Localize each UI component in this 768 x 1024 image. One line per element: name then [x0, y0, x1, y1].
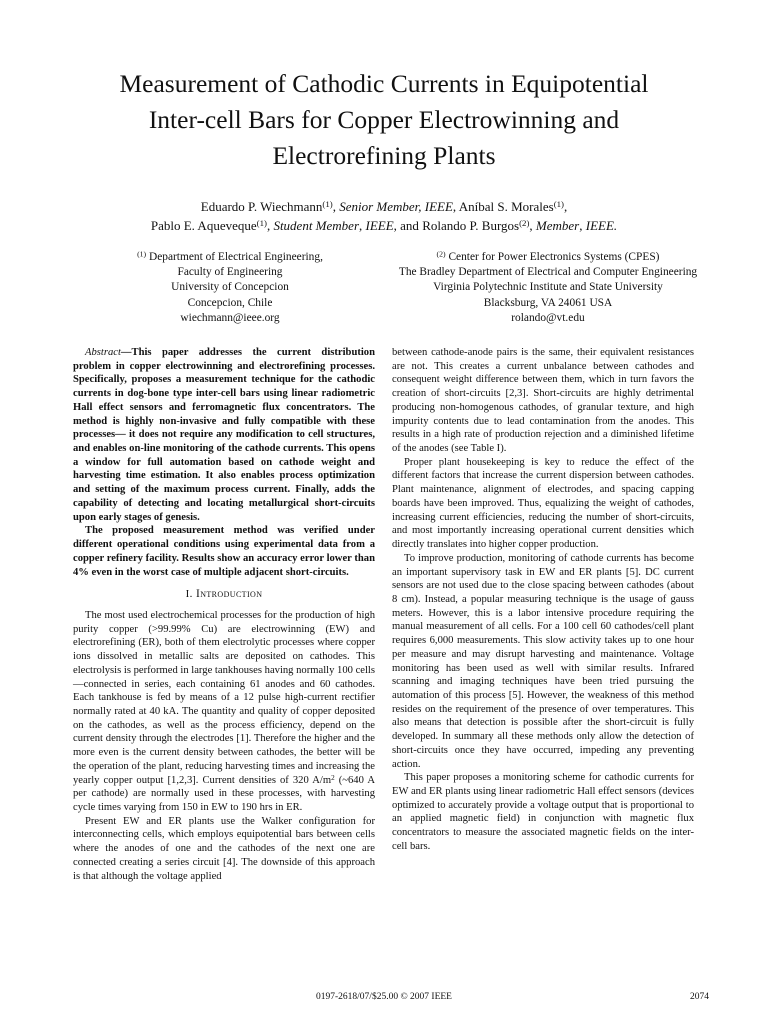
author-name: Aníbal S. Morales	[458, 199, 554, 214]
section-number: I.	[185, 588, 193, 601]
author-list	[40, 197, 728, 235]
body-paragraph: Present EW and ER plants use the Walker configuration for interconnecting cells, which employs equipotential bars between cells where the anodes of one and the cathodes of the next one are connected creating a series circuit [4]. The downside of this approach is that although the voltage applied	[73, 815, 375, 882]
body-text: The most used electrochemical processes for the production of high purity copper (>99.99% Cu) are electrowinning (EW) and electrorefining (ER), both of them electrolytic processes where copper ions dissolved in metallic salts are deposited on cathodes. This electrolysis is performed in large tankhouses having normally 100 cells—connected in series, each containing 61 anodes and 60 cathodes. Each tankhouse is fed by means of a 12 pulse high-current rectifier normally rated at 40 kA. The quantity and quality of copper deposited on the cathodes, as well as the process efficiency, depend on the current density through the electrodes [1]. Therefore the higher and the more even is the current density between cathodes, the better will be the operation of the plant, reducing harvesting times and increasing the yearly copper output [1,2,3]. Current densities of 320 A/m	[73, 609, 375, 786]
body-paragraph: between cathode-anode pairs is the same, their equivalent resistances are not. This creates a current unbalance between cathodes and consequent weight difference between them, which in turn favors the creation of short-circuits [2,3]. Short-circuits are highly detrimental producing non-homogenous cathodes, of granular texture, and high impurity contents due to lead contamination from the anodes. This results in a high rate of production rejection and a diminished lifetime of the anodes (see Table I).	[392, 347, 694, 455]
title-line: Electrorefining Plants	[272, 141, 496, 170]
affiliation-line: Faculty of Engineering	[177, 266, 283, 279]
affiliation-right	[368, 250, 728, 326]
author-name: Pablo E. Aqueveque	[150, 218, 257, 233]
section-heading	[73, 588, 375, 602]
page-number: 2074	[690, 992, 709, 1002]
affiliation-left	[80, 250, 380, 326]
abstract-text: This paper addresses the current distribution problem in copper electrowinning and electrorefining processes. Specifically, proposes a measurement technique for the cathodic currents in dog-bone type inter-cell bars using linear radiometric Hall effect sensors and ferromagnetic flux concentrators. The method is highly non-invasive and fully compatible with these processes— it does not require any modification to cell structures, and enables on-line monitoring of the cathode currents. This opens a window for full automation based on cathode weight and harvesting time estimation. It also enables process optimization and setting of the maximum process current. Finally, adds the capability of detecting and locating metallurgical short-circuits upon early stages of genesis.	[73, 347, 375, 523]
affiliation-line: University of Concepcion	[171, 281, 289, 294]
paper-title	[40, 66, 728, 174]
abstract-paragraph: Abstract—This paper addresses the current distribution problem in copper electrowinning and electrorefining processes. Specifically, proposes a measurement technique for the cathodic currents in dog-bone type inter-cell bars using linear radiometric Hall effect sensors and ferromagnetic flux concentrators. The method is highly non-invasive and fully compatible with these processes— it does not require any modification to cell structures, and enables on-line monitoring of the cathode currents. This opens a window for full automation based on cathode weight and harvesting time estimation. It also enables process optimization and setting of the maximum process current. Finally, adds the capability of detecting and locating metallurgical short-circuits upon early stages of genesis.	[73, 347, 375, 523]
affiliation-line: Concepcion, Chile	[187, 296, 273, 309]
title-line: Measurement of Cathodic Currents in Equipotential	[119, 69, 649, 98]
author-role: Member	[535, 218, 580, 233]
right-column	[392, 346, 694, 854]
affiliation-line	[368, 250, 728, 265]
copyright-footer: 0197-2618/07/$25.00 © 2007 IEEE	[316, 992, 452, 1002]
author-name: Rolando P. Burgos	[422, 218, 520, 233]
affiliation-line: The Bradley Department of Electrical and Computer Engineering	[398, 266, 698, 279]
author-role: Senior Member, IEEE	[339, 199, 453, 214]
affiliation-line: Blacksburg, VA 24061 USA	[483, 296, 613, 309]
body-paragraph	[73, 609, 375, 815]
affiliation-text: Center for Power Electronics Systems (CPES)	[448, 251, 660, 263]
author-org: IEEE.	[585, 218, 618, 233]
affiliation-email: wiechmann@ieee.org	[180, 311, 280, 324]
superscript: 2	[331, 773, 335, 782]
affiliation-line	[80, 250, 380, 265]
author-line: Eduardo P. Wiechmann$^{(1)}$, Senior Member, IEEE, Aníbal S. Morales$^{(1)}$,	[200, 199, 568, 214]
author-org: IEEE	[365, 218, 394, 233]
author-name: Eduardo P. Wiechmann	[200, 199, 323, 214]
body-paragraph: Proper plant housekeeping is key to reduce the effect of the different factors that increase the current dispersion between cathodes. Plant maintenance, alignment of electrodes, and spacing capping boards have been improved. Thus, equalizing the weight of cathodes, increasing current efficiencies, reducing the number of short-circuits, and most importantly increasing operational current densities which directly translates into higher copper production.	[392, 456, 694, 551]
affiliation-text: Department of Electrical Engineering,	[148, 251, 323, 263]
body-text: (~640 A per cathode) are normally used in these processes, with harvesting cycle times varying from 150 in EW to 190 hrs in ER.	[73, 774, 376, 813]
body-paragraph: This paper proposes a monitoring scheme for cathodic currents for EW and ER plants using linear radiometric Hall effect sensors (devices optimized to accurately provide a voltage output that is proportional to an applied magnetic field) in conjunction with magnetic flux concentrators to measure the associated magnetic fields on the inter-cell bars.	[392, 772, 694, 852]
affiliation-marker: (1)	[256, 218, 267, 229]
affiliation-marker: (2)	[519, 218, 530, 229]
affiliation-marker: (1)	[553, 199, 564, 210]
affiliation-marker: (1)	[322, 199, 333, 210]
affiliation-marker: (2)	[436, 249, 446, 259]
title-line: Inter-cell Bars for Copper Electrowinning and	[148, 105, 620, 134]
abstract-paragraph-2: The proposed measurement method was verified under different operational conditions using experimental data from a copper refinery facility. Results show an accuracy error lower than 4% even in the worst case of multiple adjacent short-circuits.	[73, 525, 375, 578]
author-role: Student Member	[273, 218, 359, 233]
affiliation-email: rolando@vt.edu	[511, 311, 585, 324]
left-column	[73, 346, 375, 883]
affiliation-marker: (1)	[137, 249, 147, 259]
abstract-label: Abstract	[85, 347, 121, 358]
section-title: Introduction	[195, 588, 263, 601]
author-line: Pablo E. Aqueveque$^{(1)}$, Student Member, IEEE, and Rolando P. Burgos$^{(2)}$, Member, IEEE.	[150, 218, 618, 233]
affiliation-line: Virginia Polytechnic Institute and State University	[433, 281, 663, 294]
body-paragraph: To improve production, monitoring of cathode currents has become an important supervisory task in EW and ER plants [5]. DC current sensors are not used due to the close spacing between cathodes (about 8 cm). Instead, a popular measuring technique is the usage of gauss meters. However, this is a labor intensive procedure requiring the manual measurement of all cells. For a 100 cell 60 cathodes/cell plant requires 6,000 measurements. This slow activity takes up to one hour per measure and may disrupt harvesting and maintenance. Voltage monitoring has been used as well with similar results. Infrared scanning and imaging techniques have been tried pursuing the automation of this process [5]. However, the weakness of this method resides on the requirement of the presence of over temperatures. This also means that detection is possible after the short-circuit is fully developed. In summary all these methods only allow the detection of short-circuits once they have occurred, impeding any preventing action.	[392, 552, 694, 770]
